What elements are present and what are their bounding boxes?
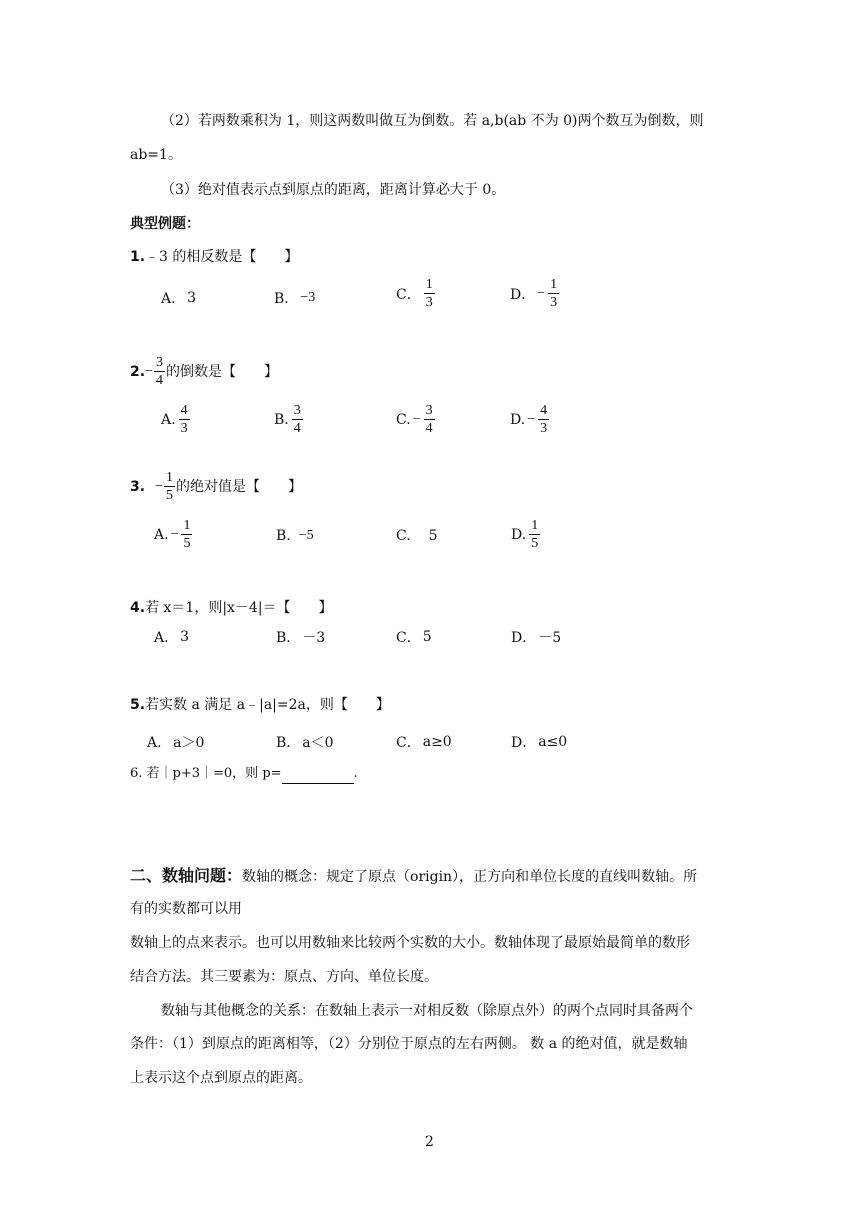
option-value: 3 — [180, 629, 190, 645]
question-4-stem — [130, 598, 333, 618]
option-label: C. — [396, 528, 411, 544]
section-2-line-1 — [130, 866, 697, 887]
question-number: 5. — [130, 697, 146, 713]
option-value: 3 — [187, 290, 197, 306]
option-value: −3 — [300, 290, 316, 305]
option-label: D． — [510, 286, 536, 303]
fraction: $\frac{4}{3}$ — [540, 403, 548, 436]
question-6-text: 6. 若｜p+3｜=0，则 p= — [130, 766, 282, 781]
option-value: a≤0 — [538, 734, 568, 750]
section-2-line-2: 有的实数都可以用 — [130, 901, 242, 917]
option-label: A． — [161, 291, 186, 307]
question-6 — [130, 764, 358, 784]
minus-sign: − — [145, 363, 153, 379]
option-label: B. — [274, 411, 289, 428]
q5-option-c[interactable] — [396, 732, 452, 752]
option-value: −5 — [298, 528, 314, 543]
question-stem-text: 若 x＝1，则|x－4|＝【 】 — [145, 600, 333, 616]
option-value: a＜0 — [302, 735, 334, 751]
question-number: 3. — [130, 478, 146, 495]
option-label: C. — [396, 411, 411, 428]
option-value: 5 — [422, 629, 432, 645]
option-label: D． — [511, 735, 537, 751]
q4-option-c[interactable] — [396, 627, 432, 647]
fraction: $\frac{4}{3}$ — [180, 403, 188, 436]
fraction: $\frac{1}{3}$ — [550, 277, 558, 310]
note-2-line-2: ab=1。 — [130, 147, 182, 163]
option-label: A． — [154, 630, 179, 646]
option-label: A. — [161, 411, 176, 428]
option-label: B． — [276, 735, 301, 751]
fraction: $\frac{1}{5}$ — [165, 470, 173, 503]
question-6-suffix: . — [353, 766, 358, 781]
option-label: B. — [276, 528, 291, 544]
question-number: 2. — [130, 363, 146, 380]
answer-blank[interactable] — [282, 769, 354, 784]
q1-option-d[interactable] — [510, 277, 560, 310]
q3-option-c[interactable] — [396, 528, 438, 544]
q1-option-a[interactable] — [161, 288, 196, 308]
question-2-stem — [130, 355, 278, 388]
minus-sign: − — [527, 411, 536, 427]
q4-option-d[interactable] — [511, 627, 561, 647]
question-5-stem — [130, 695, 390, 715]
q4-option-a[interactable] — [154, 627, 189, 647]
q2-option-b[interactable] — [274, 403, 304, 436]
fraction: $\frac{3}{4}$ — [293, 403, 301, 436]
q3-option-a[interactable] — [154, 518, 193, 551]
section-2-line-5: 数轴与其他概念的关系：在数轴上表示一对相反数（除原点外）的两个点同时具备两个 — [161, 1003, 693, 1019]
option-label: B． — [276, 630, 301, 646]
q2-option-c[interactable] — [396, 403, 436, 436]
question-stem-text: 的倒数是【 】 — [165, 363, 278, 380]
option-label: A. — [154, 526, 169, 543]
minus-sign: − — [537, 285, 546, 301]
section-2-line-4: 结合方法。其三要素为：原点、方向、单位长度。 — [130, 969, 438, 985]
option-label: D. — [510, 411, 526, 428]
fraction: $\frac{3}{4}$ — [155, 355, 163, 388]
section-2-line-3: 数轴上的点来表示。也可以用数轴来比较两个实数的大小。数轴体现了最原始最简单的数形 — [130, 935, 690, 951]
option-value: a＞0 — [173, 735, 205, 751]
section-2-text: 数轴的概念：规定了原点（origin），正方向和单位长度的直线叫数轴。所 — [242, 869, 698, 885]
option-value: －5 — [538, 630, 562, 646]
q5-option-a[interactable] — [147, 732, 204, 752]
minus-sign: − — [155, 478, 163, 494]
q3-option-d[interactable] — [511, 518, 541, 551]
q5-option-d[interactable] — [511, 732, 567, 752]
question-stem-text: 的绝对值是【 】 — [175, 478, 302, 495]
page-number: 2 — [425, 1134, 434, 1150]
question-stem-text: 若实数 a 满足 a﹣|a|=2a，则【 】 — [145, 697, 390, 713]
section-2-line-7: 上表示这个点到原点的距离。 — [130, 1070, 312, 1086]
option-value: －3 — [302, 630, 326, 646]
option-value: 5 — [428, 528, 438, 544]
q3-option-b[interactable] — [276, 528, 314, 544]
section-2-heading: 二、数轴问题： — [130, 866, 243, 885]
q2-option-a[interactable] — [161, 403, 191, 436]
option-value: a≥0 — [422, 734, 452, 750]
fraction: $\frac{3}{4}$ — [425, 403, 433, 436]
option-label: C． — [396, 286, 421, 303]
section-2-line-6: 条件：（1）到原点的距离相等，（2）分别位于原点的左右两侧。 数 a 的绝对值，就是数轴 — [130, 1036, 688, 1052]
option-label: C． — [396, 735, 421, 751]
q5-option-b[interactable] — [276, 732, 334, 752]
option-label: C． — [396, 630, 421, 646]
note-2-line-1: （2）若两数乘积为 1，则这两数叫做互为倒数。若 a,b(ab 不为 0)两个数互为倒数，则 — [161, 113, 704, 129]
fraction: $\frac{1}{5}$ — [531, 518, 539, 551]
fraction: $\frac{1}{3}$ — [425, 277, 433, 310]
fraction: $\frac{1}{5}$ — [183, 518, 191, 551]
option-label: A． — [147, 735, 172, 751]
question-stem-text: ﹣3 的相反数是【 】 — [145, 249, 299, 265]
q2-option-d[interactable] — [510, 403, 550, 436]
q1-option-b[interactable] — [274, 288, 315, 308]
option-label: B． — [274, 291, 299, 307]
minus-sign: − — [170, 526, 179, 542]
q1-option-c[interactable] — [396, 277, 436, 310]
option-label: D． — [511, 630, 537, 646]
question-number: 4. — [130, 600, 146, 616]
question-1-stem — [130, 247, 298, 267]
question-number: 1. — [130, 249, 146, 265]
note-3: （3）绝对值表示点到原点的距离，距离计算必大于 0。 — [161, 182, 506, 198]
examples-heading: 典型例题： — [130, 216, 200, 232]
question-3-stem — [130, 470, 302, 503]
option-label: D. — [511, 526, 527, 543]
minus-sign: − — [412, 411, 421, 427]
q4-option-b[interactable] — [276, 627, 325, 647]
